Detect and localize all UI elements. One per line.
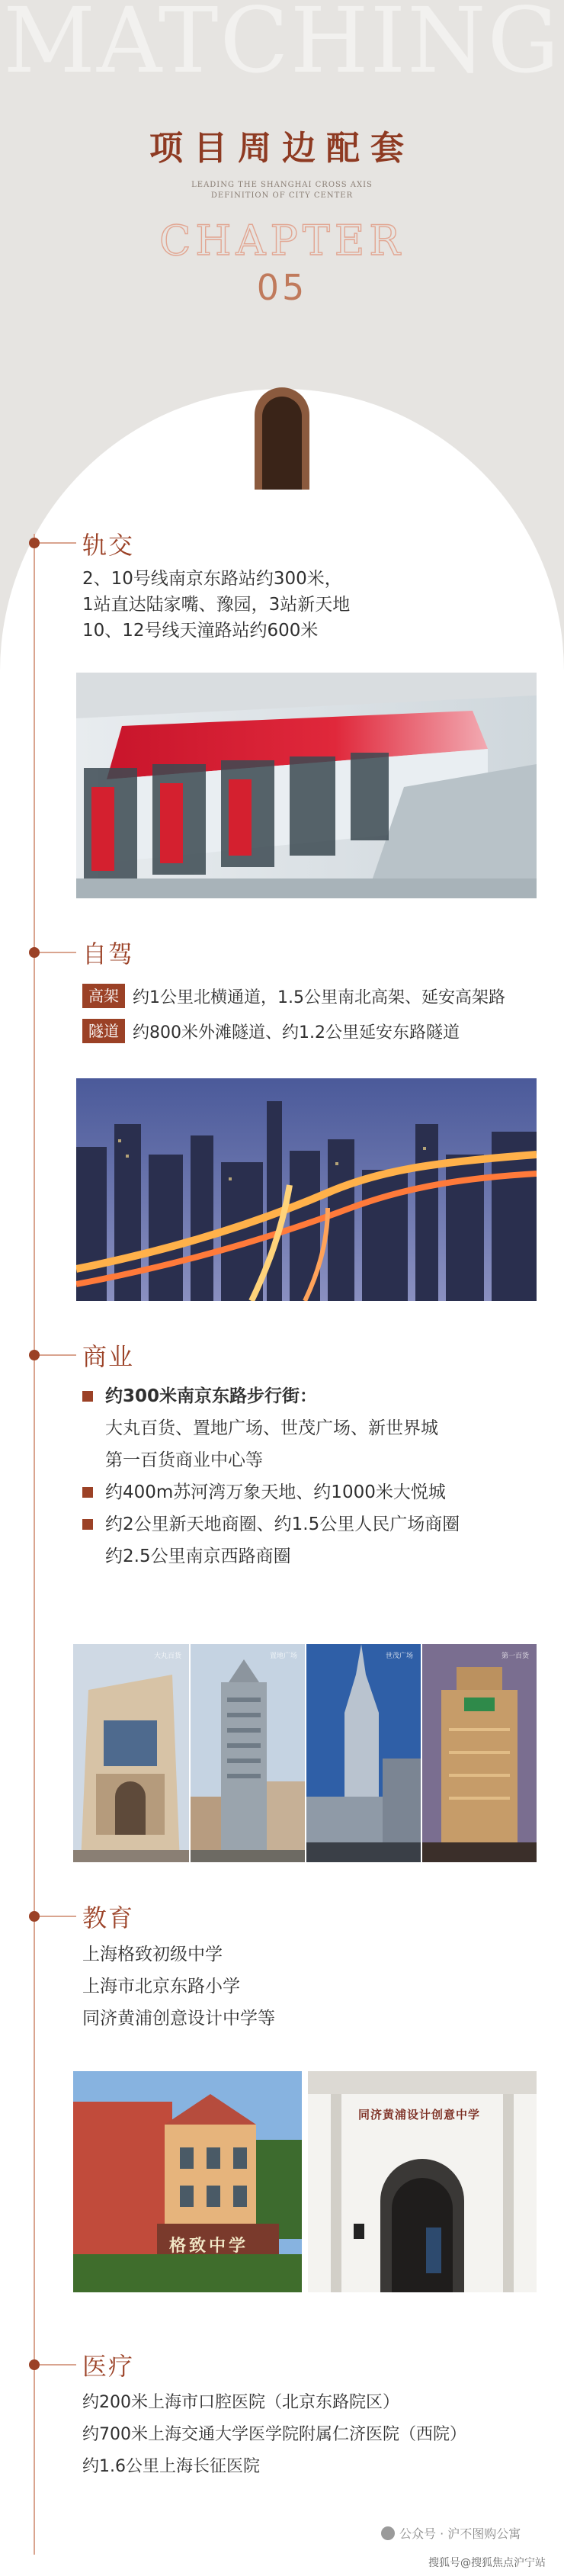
chapter-label: CHAPTER [159,217,405,265]
timeline-dash [40,1916,76,1917]
timeline-dot-metro [29,538,40,548]
school-sign-text: 格致中学 [169,2237,249,2256]
mall-photo-3 [306,1644,421,1862]
section-title-medical: 医疗 [82,2352,135,2381]
arch-door-icon [255,387,309,490]
school-photo-1 [73,2071,302,2292]
highway-city-photo [76,1078,537,1301]
commerce-sub-text: 大丸百货、置地广场、世茂广场、新世界城 [105,1418,438,1438]
footer-brand [381,2524,521,2542]
timeline-dot-medical [29,2359,40,2370]
section-title-commerce: 商业 [82,1342,135,1371]
commerce-bullet-text: 约300米南京东路步行街： [105,1386,318,1406]
drive-row [82,984,505,1008]
education-text [82,1938,275,2035]
section-title-metro: 轨交 [82,531,135,560]
subtitle-line-2: DEFINITION OF CITY CENTER [210,191,354,200]
timeline-line [34,534,35,2555]
tag-badge: 高架 [82,984,125,1008]
mall-photo-4 [422,1644,537,1862]
timeline-dash [40,2364,76,2366]
bullet-square-icon [82,1487,93,1498]
education-line: 上海市北京东路小学 [82,1977,240,1996]
school-sign-text: 同济黄浦设计创意中学 [358,2108,481,2122]
bullet-square-icon [82,1391,93,1402]
commerce-bullet [82,1476,460,1508]
footer-watermark: 搜狐号@搜狐焦点沪宁站 [428,2557,546,2569]
commerce-bullet-text: 约2公里新天地商圈、约1.5公里人民广场商圈 [105,1514,460,1534]
photo-caption: 置地广场 [269,1653,297,1660]
mall-photo-1 [73,1644,189,1862]
footer-brand-text: 公众号 · 沪不图购公寓 [399,2526,521,2541]
medical-line: 约1.6公里上海长征医院 [82,2457,260,2476]
chapter-number: 05 [256,267,308,308]
medical-line: 约700米上海交通大学医学院附属仁济医院（西院） [82,2425,466,2444]
section-title-drive: 自驾 [82,940,135,968]
commerce-bullet-text: 约400m苏河湾万象天地、约1000米大悦城 [105,1482,446,1502]
timeline-dash [40,952,76,953]
subtitle-line-1: LEADING THE SHANGHAI CROSS AXIS [191,181,373,189]
commerce-sub-text: 第一百货商业中心等 [105,1450,263,1470]
drive-row [82,1019,460,1043]
metro-text [82,566,350,644]
photo-caption: 第一百货 [501,1653,529,1660]
metro-line: 1站直达陆家嘴、豫园，3站新天地 [82,595,351,615]
school-photo-2 [308,2071,537,2292]
metro-train-photo [76,673,537,898]
education-line: 同济黄浦创意设计中学等 [82,2009,275,2028]
commerce-bullet [82,1380,460,1412]
drive-row-text: 约1公里北横通道，1.5公里南北高架、延安高架路 [133,988,505,1007]
drive-row-text: 约800米外滩隧道、约1.2公里延安东路隧道 [133,1023,460,1042]
commerce-sub-text: 约2.5公里南京西路商圈 [105,1547,291,1566]
metro-line: 2、10号线南京东路站约300米， [82,569,342,589]
medical-text [82,2387,466,2483]
timeline-dot-education [29,1911,40,1922]
commerce-list [82,1380,460,1572]
metro-line: 10、12号线天潼路站约600米 [82,621,319,641]
commerce-bullet [82,1508,460,1540]
timeline-dash [40,542,76,544]
subtitle [0,180,564,201]
section-title-education: 教育 [82,1903,135,1932]
timeline-dash [40,1354,76,1356]
timeline-dot-drive [29,947,40,958]
photo-caption: 世茂广场 [385,1653,413,1660]
tag-badge: 隧道 [82,1019,125,1043]
bullet-square-icon [82,1519,93,1530]
education-line: 上海格致初级中学 [82,1945,223,1964]
photo-caption: 大丸百货 [153,1653,181,1660]
page-title: 项目周边配套 [149,129,415,168]
wechat-icon [381,2526,395,2540]
timeline-dot-commerce [29,1350,40,1360]
medical-line: 约200米上海市口腔医院（北京东路院区） [82,2393,399,2412]
mall-photo-2 [191,1644,305,1862]
background-word: MATCHING [3,0,561,93]
